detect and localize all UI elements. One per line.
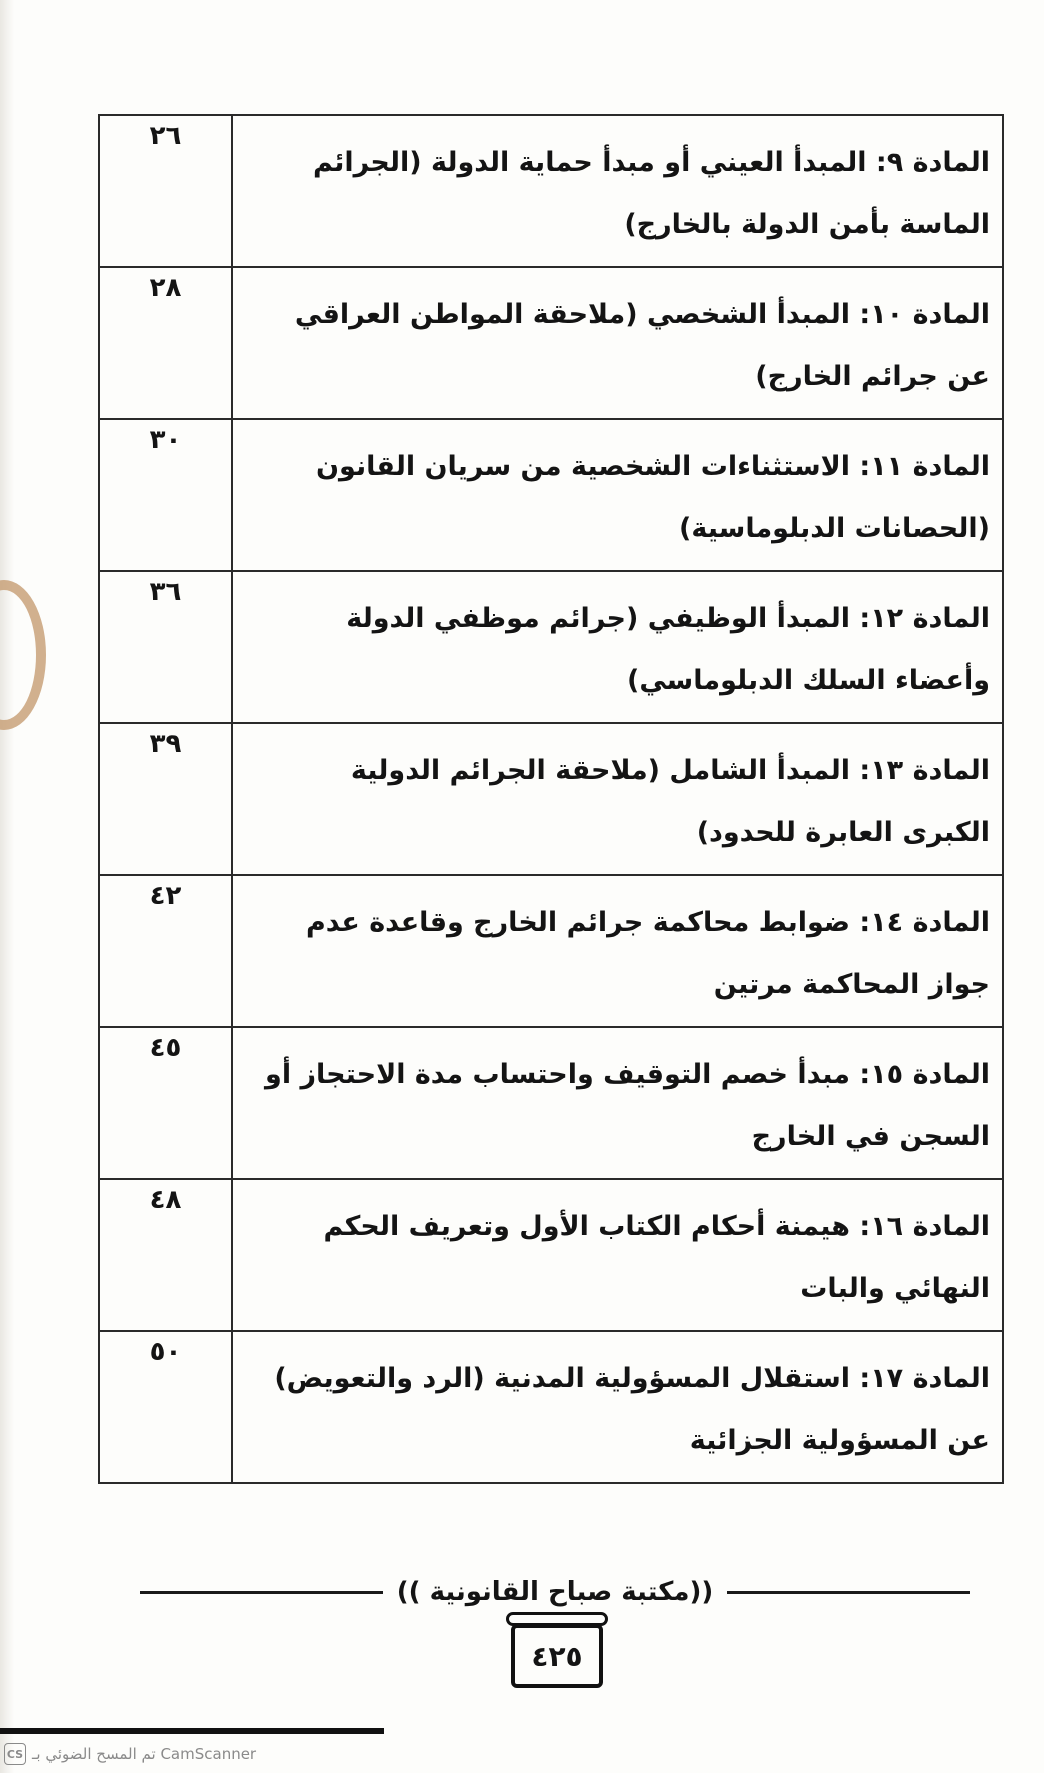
page-number: ٤٢٥ [511,1624,603,1688]
entry-page-number: ٥٠ [99,1331,232,1483]
footer-rule-left [140,1591,383,1594]
table-row [99,419,1003,571]
entry-page-number: ٣٩ [99,723,232,875]
entry-title: المادة ١٣: المبدأ الشامل (ملاحقة الجرائم الدولية الكبرى العابرة للحدود) [232,723,1003,875]
entry-page-number: ٣٠ [99,419,232,571]
footer [140,1567,970,1617]
library-name: ((مكتبة صباح القانونية )) [396,1577,714,1607]
camscanner-watermark [4,1742,256,1766]
table-row [99,1027,1003,1179]
table-row [99,1179,1003,1331]
entry-title: المادة ١٤: ضوابط محاكمة جرائم الخارج وقاعدة عدم جواز المحاكمة مرتين [232,875,1003,1027]
entry-page-number: ٢٨ [99,267,232,419]
entry-page-number: ٢٦ [99,115,232,267]
table-row [99,875,1003,1027]
entry-page-number: ٤٨ [99,1179,232,1331]
camscanner-logo-icon: CS [4,1743,26,1765]
ring-binding-decoration [0,580,46,730]
table-row [99,723,1003,875]
entry-title: المادة ١٦: هيمنة أحكام الكتاب الأول وتعريف الحكم النهائي والبات [232,1179,1003,1331]
entry-page-number: ٤٥ [99,1027,232,1179]
entry-title: المادة ١١: الاستثناءات الشخصية من سريان القانون (الحصانات الدبلوماسية) [232,419,1003,571]
entry-title: المادة ١٧: استقلال المسؤولية المدنية (الرد والتعويض) عن المسؤولية الجزائية [232,1331,1003,1483]
table-row [99,571,1003,723]
entry-title: المادة ٩: المبدأ العيني أو مبدأ حماية الدولة (الجرائم الماسة بأمن الدولة بالخارج) [232,115,1003,267]
table-row [99,267,1003,419]
table-row [99,1331,1003,1483]
footer-rule-right [727,1591,970,1594]
entry-title: المادة ١٠: المبدأ الشخصي (ملاحقة المواطن العراقي عن جرائم الخارج) [232,267,1003,419]
entry-page-number: ٣٦ [99,571,232,723]
table-row [99,115,1003,267]
table-of-contents [98,114,1004,1484]
scan-edge-bar [0,1728,384,1734]
camscanner-text: تم المسح الضوئي بـ CamScanner [32,1745,257,1763]
entry-page-number: ٤٢ [99,875,232,1027]
entry-title: المادة ١٢: المبدأ الوظيفي (جرائم موظفي الدولة وأعضاء السلك الدبلوماسي) [232,571,1003,723]
entry-title: المادة ١٥: مبدأ خصم التوقيف واحتساب مدة الاحتجاز أو السجن في الخارج [232,1027,1003,1179]
page-edge-shadow [0,0,14,1773]
